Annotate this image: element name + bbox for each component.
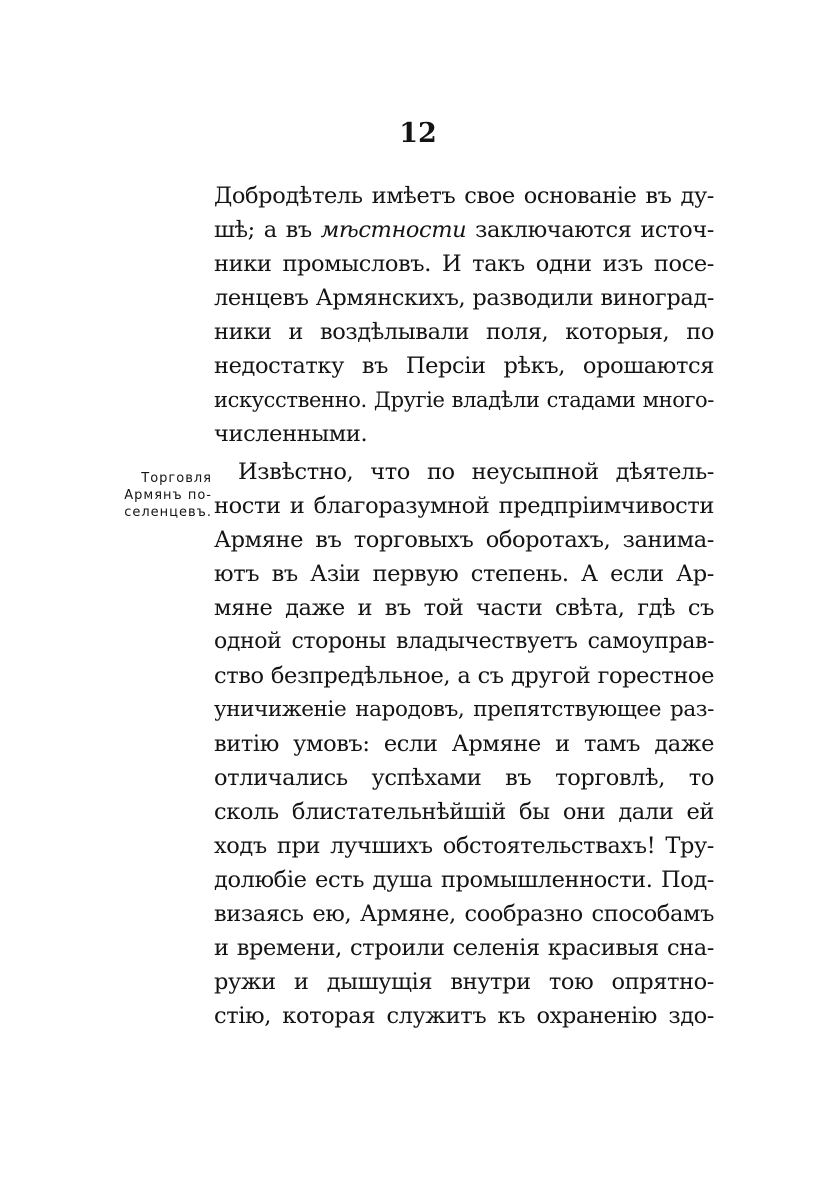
marginal-note-line: селенцевъ.: [124, 505, 212, 520]
text-line: ники и воздѣлывали поля, которыя, по: [214, 319, 714, 345]
text-line: сколь блистательнѣйшій бы они дали ей: [214, 799, 714, 825]
text-line: отличались успѣхами въ торговлѣ, то: [214, 765, 714, 791]
text-line: одной стороны владычествуетъ самоуправ-: [214, 629, 714, 654]
text-line: ходъ при лучшихъ обстоятельствахъ! Тру-: [214, 833, 714, 859]
text-line: ство безпредѣльное, а съ другой горестное: [214, 663, 714, 689]
marginal-note: [92, 470, 212, 521]
text-line: Извѣстно, что по неусыпной дѣятель-: [238, 459, 714, 485]
text-line: Добродѣтель имѣетъ свое основаніе въ ду-: [214, 183, 714, 209]
text-line: витію умовъ: если Армяне и тамъ даже: [214, 731, 714, 757]
marginal-note-line: Армянъ по-: [124, 488, 212, 503]
page-number: 12: [399, 118, 437, 149]
text-line: численными.: [214, 421, 368, 447]
marginal-note-line: Торговля: [141, 471, 212, 486]
text-fragment: шѣ; а въ: [214, 217, 312, 243]
text-line: уничиженіе народовъ, препятствующее раз-: [214, 697, 714, 722]
text-line: визаясь ею, Армяне, сообразно способамъ: [214, 901, 714, 927]
text-line: ности и благоразумной предпріимчивости: [214, 493, 714, 519]
text-line: Армяне въ торговыхъ оборотахъ, занима-: [214, 527, 714, 553]
text-line: долюбіе есть душа промышленности. Под-: [214, 867, 714, 893]
text-line: мяне даже и въ той части свѣта, гдѣ съ: [214, 595, 714, 621]
text-line: ленцевъ Армянскихъ, разводили виноград-: [214, 285, 714, 311]
text-line: стію, которая служитъ къ охраненію здо-: [214, 1003, 714, 1029]
text-line: ники промысловъ. И такъ одни изъ посе-: [214, 251, 714, 277]
text-line: и времени, строили селенія красивыя сна-: [214, 935, 714, 961]
emphasized-word: мѣстности: [320, 217, 467, 243]
text-line: [214, 214, 714, 246]
text-line: недостатку въ Персіи рѣкъ, орошаются: [214, 353, 714, 379]
text-line: искусственно. Другіе владѣли стадами много-: [214, 388, 714, 412]
text-line: ружи и дышущія внутри тою опрятно-: [214, 969, 714, 995]
text-fragment: заключаются источ-: [475, 217, 714, 243]
text-line: ютъ въ Азіи первую степень. А если Ар-: [214, 561, 714, 587]
